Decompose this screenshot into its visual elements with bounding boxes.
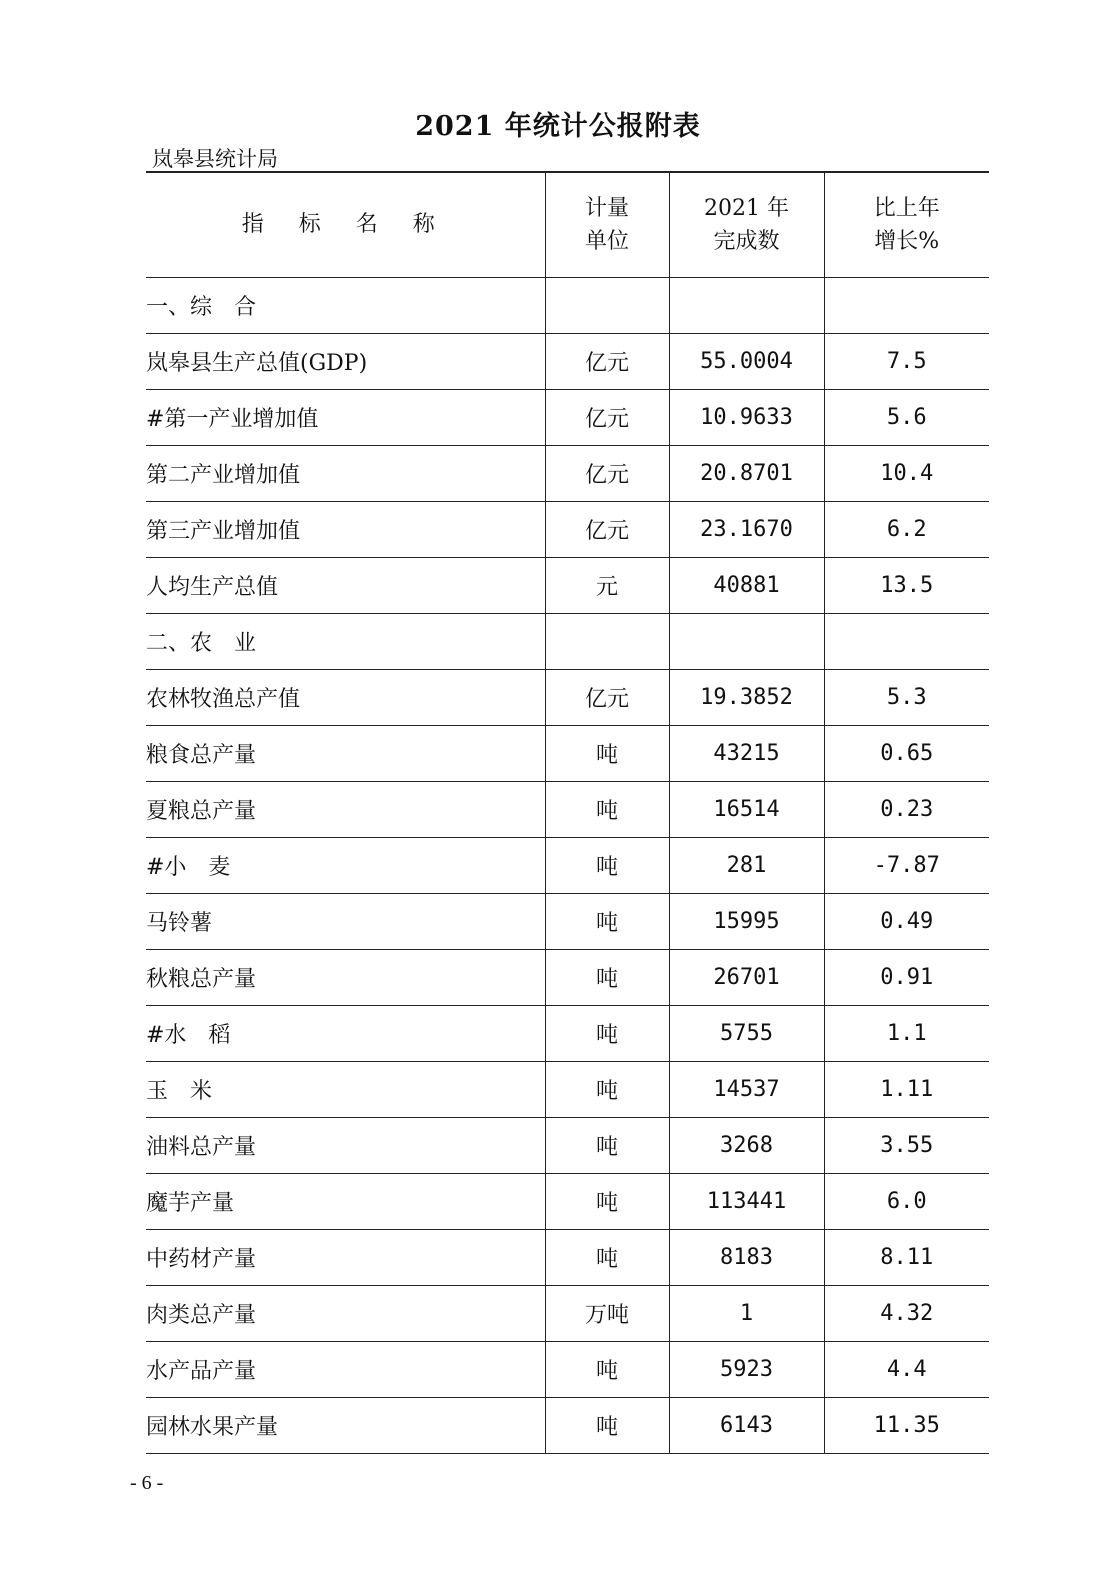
value-cell: 20.8701 [669,445,824,501]
table-row [146,333,989,389]
unit-cell: 吨 [545,949,669,1005]
unit-cell: 吨 [545,1341,669,1397]
table-row [146,1285,989,1341]
growth-cell: 0.91 [824,949,989,1005]
value-cell: 281 [669,837,824,893]
unit-cell: 吨 [545,1173,669,1229]
unit-cell: 万吨 [545,1285,669,1341]
unit-cell: 吨 [545,837,669,893]
header-row [146,172,989,277]
value-cell: 3268 [669,1117,824,1173]
growth-cell: 0.23 [824,781,989,837]
indicator-name: 肉类总产量 [146,1285,545,1341]
table-body [146,277,989,1453]
header-unit [545,172,669,277]
indicator-name: 马铃薯 [146,893,545,949]
unit-cell [545,613,669,669]
table-row [146,669,989,725]
value-cell: 15995 [669,893,824,949]
table-row [146,1005,989,1061]
indicator-name: #水 稻 [146,1005,545,1061]
value-cell: 55.0004 [669,333,824,389]
indicator-name: #第一产业增加值 [146,389,545,445]
indicator-name: 农林牧渔总产值 [146,669,545,725]
header-growth-line2: 增长% [874,228,940,254]
indicator-name: 水产品产量 [146,1341,545,1397]
section-title: 一、综 合 [146,277,545,333]
value-cell: 43215 [669,725,824,781]
table-row [146,1341,989,1397]
header-value [669,172,824,277]
growth-cell: -7.87 [824,837,989,893]
growth-cell: 8.11 [824,1229,989,1285]
organization-label: 岚皋县统计局 [152,147,278,171]
table-row [146,1229,989,1285]
section-row [146,613,989,669]
header-growth [824,172,989,277]
table-row [146,1117,989,1173]
unit-cell: 吨 [545,1229,669,1285]
indicator-name: 夏粮总产量 [146,781,545,837]
table-header [146,172,989,277]
unit-cell: 吨 [545,1061,669,1117]
indicator-name: 岚皋县生产总值(GDP) [146,333,545,389]
table-row [146,893,989,949]
growth-cell [824,613,989,669]
indicator-name: 油料总产量 [146,1117,545,1173]
unit-cell: 亿元 [545,669,669,725]
unit-cell: 元 [545,557,669,613]
value-cell: 16514 [669,781,824,837]
value-cell: 10.9633 [669,389,824,445]
unit-cell: 亿元 [545,445,669,501]
value-cell: 5923 [669,1341,824,1397]
section-row [146,277,989,333]
header-unit-line1: 计量 [584,195,629,221]
indicator-name: 玉 米 [146,1061,545,1117]
value-cell: 113441 [669,1173,824,1229]
indicator-name: #小 麦 [146,837,545,893]
indicator-name: 人均生产总值 [146,557,545,613]
value-cell: 40881 [669,557,824,613]
indicator-name: 第三产业增加值 [146,501,545,557]
growth-cell: 7.5 [824,333,989,389]
table-row [146,389,989,445]
growth-cell: 1.1 [824,1005,989,1061]
table-row [146,949,989,1005]
value-cell: 8183 [669,1229,824,1285]
growth-cell: 11.35 [824,1397,989,1453]
unit-cell: 吨 [545,1005,669,1061]
indicator-name: 中药材产量 [146,1229,545,1285]
page-number: - 6 - [130,1472,164,1494]
growth-cell [824,277,989,333]
value-cell [669,277,824,333]
section-title: 二、农 业 [146,613,545,669]
document-title: 2021 年统计公报附表 [415,111,701,142]
indicator-name: 园林水果产量 [146,1397,545,1453]
table-row [146,1397,989,1453]
value-cell [669,613,824,669]
growth-cell: 0.65 [824,725,989,781]
growth-cell: 5.6 [824,389,989,445]
statistics-table [146,171,989,1454]
header-unit-line2: 单位 [584,228,629,254]
growth-cell: 6.2 [824,501,989,557]
unit-cell: 亿元 [545,389,669,445]
unit-cell: 亿元 [545,333,669,389]
growth-cell: 0.49 [824,893,989,949]
unit-cell: 吨 [545,1117,669,1173]
value-cell: 14537 [669,1061,824,1117]
growth-cell: 4.4 [824,1341,989,1397]
table-row [146,1173,989,1229]
header-growth-line1: 比上年 [873,195,940,221]
header-value-line1: 2021 年 [704,195,789,221]
header-indicator-name: 指 标 名 称 [146,172,545,277]
unit-cell: 吨 [545,781,669,837]
value-cell: 5755 [669,1005,824,1061]
header-value-line2: 完成数 [713,228,780,254]
indicator-name: 第二产业增加值 [146,445,545,501]
growth-cell: 6.0 [824,1173,989,1229]
unit-cell: 吨 [545,1397,669,1453]
table-row [146,837,989,893]
value-cell: 19.3852 [669,669,824,725]
value-cell: 26701 [669,949,824,1005]
unit-cell: 吨 [545,893,669,949]
table-row [146,725,989,781]
value-cell: 1 [669,1285,824,1341]
indicator-name: 魔芋产量 [146,1173,545,1229]
value-cell: 6143 [669,1397,824,1453]
growth-cell: 1.11 [824,1061,989,1117]
indicator-name: 粮食总产量 [146,725,545,781]
unit-cell [545,277,669,333]
growth-cell: 10.4 [824,445,989,501]
growth-cell: 3.55 [824,1117,989,1173]
growth-cell: 4.32 [824,1285,989,1341]
table-row [146,557,989,613]
indicator-name: 秋粮总产量 [146,949,545,1005]
table-row [146,1061,989,1117]
unit-cell: 吨 [545,725,669,781]
growth-cell: 5.3 [824,669,989,725]
unit-cell: 亿元 [545,501,669,557]
value-cell: 23.1670 [669,501,824,557]
table-row [146,501,989,557]
table-row [146,445,989,501]
growth-cell: 13.5 [824,557,989,613]
table-row [146,781,989,837]
